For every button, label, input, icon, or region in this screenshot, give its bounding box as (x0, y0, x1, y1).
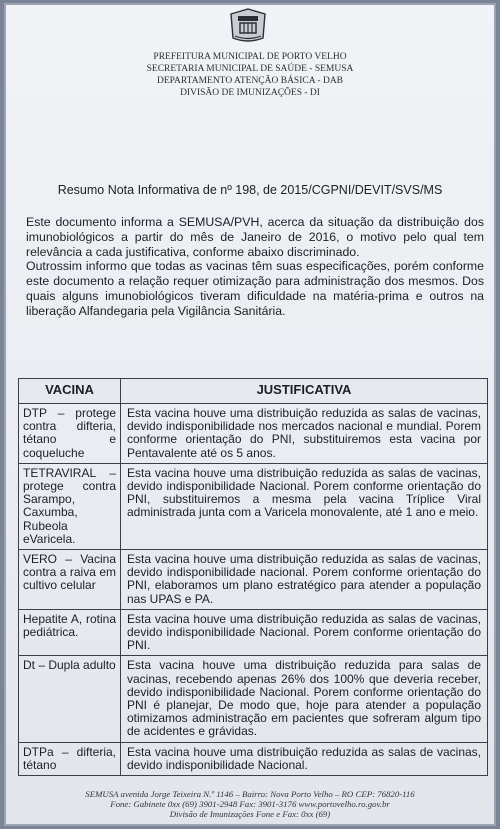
footer-line: Divisão de Imunizações Fone e Fax: 0xx (69) (169, 809, 331, 819)
intro-paragraph: Outrossim informo que todas as vacinas têm suas especificações, porém conforme este documento a relação requer otimização para administração dos mesmos. Dos quais alguns imunobiológicos tiveram dificuldade na matéria-prima e outros na liberação Alfandegaria pela Vigilância Sanitária. (26, 259, 484, 318)
justification-cell: Esta vacina houve uma distribuição reduzida as salas de vacinas, devido indisponibilidade nos mercados nacional e mundial. Porem conforme orientação do PNI, substituiremos esta vacina por Pentavalente até os 5 anos. (121, 404, 488, 464)
table-row (19, 742, 488, 775)
intro-text (26, 215, 484, 319)
letterhead-line: DEPARTAMENTO ATENÇÃO BÁSICA - DAB (156, 76, 344, 86)
letterhead-line: DIVISÃO DE IMUNIZAÇÕES - DI (180, 88, 320, 98)
table-row (19, 404, 488, 464)
table-row (19, 609, 488, 656)
vaccine-name-cell: TETRAVIRAL – protege contra Sarampo, Caxumba, Rubeola eVaricela. (19, 463, 121, 549)
vaccine-name-cell: VERO – Vacina contra a raiva em cultivo celular (19, 550, 121, 610)
table-row (19, 550, 488, 610)
vaccine-name-cell: Dt – Dupla adulto (19, 656, 121, 742)
vaccine-name-cell: Hepatite A, rotina pediátrica. (19, 609, 121, 656)
letterhead-line: SECRETARIA MUNICIPAL DE SAÚDE - SEMUSA (146, 64, 354, 74)
document-page (4, 3, 496, 826)
column-header-vacina: VACINA (19, 379, 121, 404)
justification-cell: Esta vacina houve uma distribuição reduzida as salas de vacinas, devido indisponibilidade Nacional. (121, 742, 488, 775)
justification-cell: Esta vacina houve uma distribuição reduzida as salas de vacinas, devido indisponibilidade nacional. Porem conforme orientação do PNI, elaboramos um plano estratégico para atender a população nas UPAS e PA. (121, 550, 488, 610)
footer-line: Fone: Gabinete 0xx (69) 3901-2948 Fax: 3901-3176 www.portovelho.ro.gov.br (110, 799, 390, 809)
justification-cell: Esta vacina houve uma distribuição reduzida as salas de vacinas, devido indisponibilidade Nacional. Porem conforme orientação do PNI. (121, 609, 488, 656)
document-footer (6, 789, 494, 819)
column-header-justificativa: JUSTIFICATIVA (121, 379, 488, 404)
intro-paragraph: Este documento informa a SEMUSA/PVH, acerca da situação da distribuição dos imunobiológicos a partir do mês de Janeiro de 2016, o motivo pelo qual tem relevância a cada justificativa, conforme abaixo discriminado. (26, 215, 484, 259)
letterhead (6, 51, 494, 99)
municipal-seal-icon (225, 8, 271, 42)
letterhead-line: PREFEITURA MUNICIPAL DE PORTO VELHO (153, 52, 347, 62)
table-row (19, 463, 488, 549)
justification-cell: Esta vacina houve uma distribuição reduzida para salas de vacinas, recebendo apenas 26% dos 100% que deveria receber, devido indisponibilidade Nacional. Porem conforme orientação do PNI é planejar, De modo que, hoje para atender a população otimizamos administração em pacientes que sofreram algum tipo de acidentes e grávidas. (121, 656, 488, 742)
footer-line: SEMUSA avenida Jorge Teixeira N.º 1146 – Bairro: Nova Porto Velho – RO CEP: 76820-116 (85, 789, 415, 799)
table-header-row (19, 379, 488, 404)
justification-cell: Esta vacina houve uma distribuição reduzida as salas de vacinas, devido indisponibilidade Nacional. Porem conforme orientação do PNI, substituiremos a mesma pela vacina Tríplice Viral administrada junta com a Varicela monovalente, até 1 ano e meio. (121, 463, 488, 549)
vaccine-name-cell: DTP – protege contra difteria, tétano e coqueluche (19, 404, 121, 464)
document-title: Resumo Nota Informativa de nº 198, de 2015/CGPNI/DEVIT/SVS/MS (57, 183, 443, 197)
table-row (19, 656, 488, 742)
vaccine-table (18, 378, 488, 776)
vaccine-name-cell: DTPa – difteria, tétano (19, 742, 121, 775)
